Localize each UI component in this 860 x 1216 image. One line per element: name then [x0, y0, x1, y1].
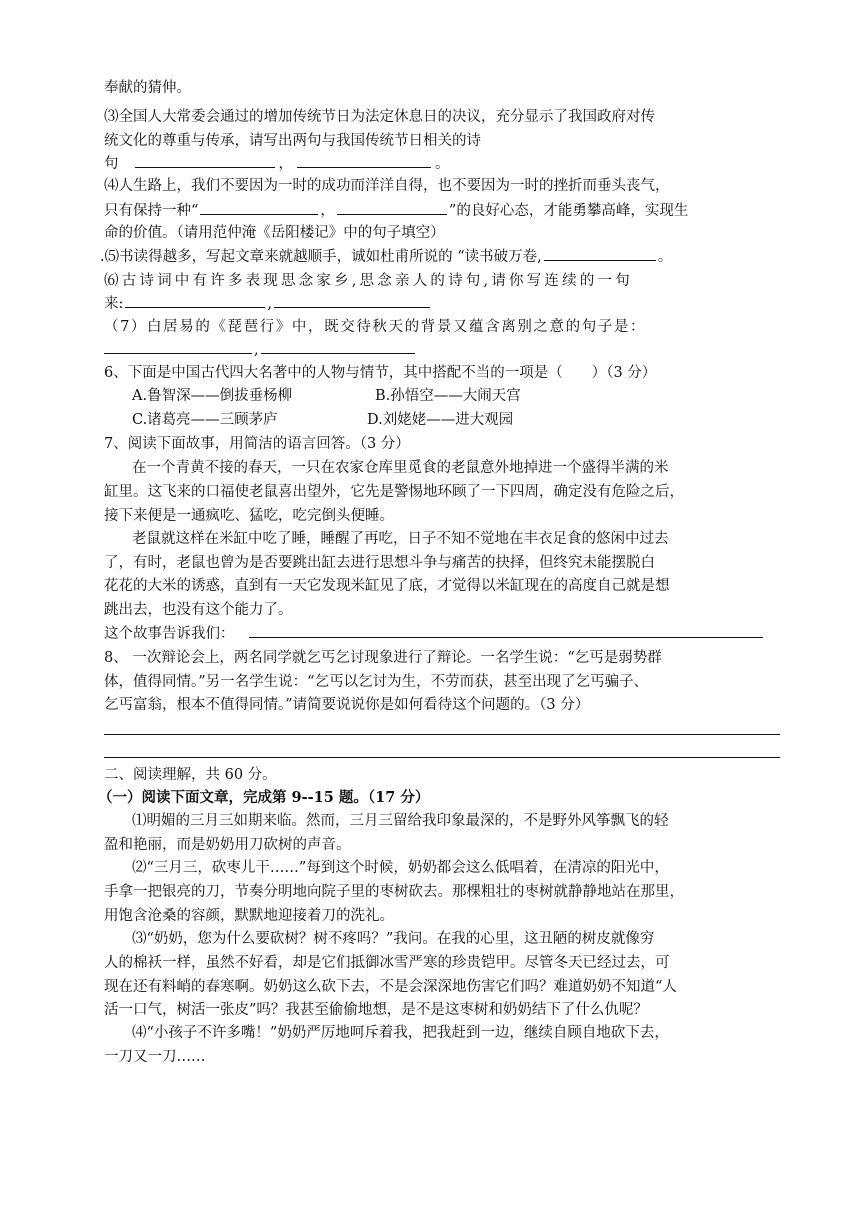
reading-paragraph: 现在还有料峭的春寒啊。奶奶这么砍下去，不是会深深地伤害它们吗？难道奶奶不知道“人 — [104, 979, 677, 995]
answer-line — [104, 622, 780, 645]
text: 。 — [435, 156, 450, 172]
question-7-line: （7）白居易的《琵琶行》中，既交待秋天的背景又蕴含离别之意的句子是： — [104, 319, 647, 335]
option-b[interactable]: B.孙悟空——大闹天宫 — [375, 388, 521, 404]
reading-paragraph: 手拿一把银亮的刀，节奏分明地向院子里的枣树砍去。那棵粗壮的枣树就静静地站在那里， — [104, 884, 684, 900]
question-5-line — [100, 245, 776, 268]
answer-blank[interactable] — [274, 292, 430, 308]
answer-blank[interactable] — [135, 152, 275, 168]
reading-paragraph: ⑴明媚的三月三如期来临。然而，三月三留给我印象最深的，不是野外风筝飘飞的轻 — [132, 813, 669, 829]
answer-blank[interactable] — [104, 338, 252, 354]
question-6-line — [104, 292, 780, 315]
option-c[interactable]: C.诸葛亮——三顾茅庐 — [132, 412, 278, 428]
text: 来: — [104, 296, 124, 312]
story-paragraph: 花花的大米的诱惑，直到有一天它发现米缸见了底，才觉得以米缸现在的高度自己就是想 — [104, 578, 670, 594]
story-paragraph: 缸里。这飞来的口福使老鼠喜出望外，它先是警惕地环顾了一下四周，确定没有危险之后， — [104, 484, 684, 500]
answer-blank[interactable] — [261, 338, 415, 354]
answer-rule[interactable] — [104, 734, 780, 735]
story-paragraph: 在一个青黄不接的春天，一只在农家仓库里觅食的老鼠意外地掉进一个盛得半满的米 — [132, 460, 669, 476]
story-paragraph: 跳出去，也没有这个能力了。 — [104, 602, 293, 618]
text: 。 — [657, 249, 673, 265]
section-2-title: 二、阅读理解，共 60 分。 — [104, 767, 277, 783]
story-paragraph: 了，有时，老鼠也曾为是否要跳出缸去进行思想斗争与痛苦的抉择，但终究未能摆脱白 — [104, 555, 655, 571]
text-line: 奉献的猜伸。 — [104, 80, 191, 96]
text: , — [267, 296, 272, 312]
reading-paragraph: 一刀又一刀…… — [104, 1049, 206, 1065]
question-7-line — [104, 338, 780, 361]
reading-paragraph: ⑵“三月三，砍枣儿干……”每到这个时候，奶奶都会这么低唱着，在清凉的阳光中， — [132, 860, 669, 876]
answer-blank[interactable] — [125, 292, 265, 308]
reading-paragraph: 人的棉袄一样，虽然不好看，却是它们抵御冰雪严寒的珍贵铠甲。尽管冬天已经过去，可 — [104, 955, 670, 971]
text: ”的良好心态，才能勇攀高峰，实现生 — [448, 203, 689, 219]
reading-paragraph: ⑶“奶奶，您为什么要砍树？树不疼吗？”我问。在我的心里，这丑陋的树皮就像穷 — [132, 931, 655, 947]
option-d[interactable]: D.刘姥姥——进大观园 — [367, 412, 514, 428]
story-paragraph: 接下来便是一通疯吃、猛吃，吃完倒头便睡。 — [104, 508, 394, 524]
question-6-title: 6、下面是中国古代四大名著中的人物与情节，其中搭配不当的一项是（ ）（3 分） — [104, 365, 657, 381]
question-3-line — [104, 152, 780, 175]
option-a[interactable]: A.鲁智深——倒拔垂杨柳 — [132, 388, 293, 404]
text: 这个故事告诉我们： — [104, 626, 235, 642]
question-3-text: 统文化的尊重与传承，请写出两句与我国传统节日相关的诗 — [104, 133, 481, 149]
answer-blank[interactable] — [249, 622, 763, 638]
reading-paragraph: 活一口气，树活一张皮”吗？我甚至偷偷地想，是不是这枣树和奶奶结下了什么仇呢？ — [104, 1002, 648, 1018]
question-6-line — [104, 270, 780, 292]
question-8-line: 体，值得同情。”另一名学生说：“乞丐以乞讨为生，不劳而获，甚至出现了乞丐骗子、 — [104, 674, 649, 690]
answer-blank[interactable] — [200, 199, 318, 215]
answer-blank[interactable] — [544, 245, 656, 261]
text: 只有保持一种“ — [104, 203, 199, 219]
question-8-line: 8、 一次辩论会上，两名同学就乞丐乞讨现象进行了辩论。一名学生说：“乞丐是弱势群 — [104, 650, 662, 666]
question-8-line: 乞丐富翁，根本不值得同情。”请简要说说你是如何看待这个问题的。（3 分） — [104, 697, 590, 713]
text: .⑸书读得越多，写起文章来就越顺手，诚如杜甫所说的 “读书破万卷, — [100, 249, 542, 265]
question-4-line: 命的价值。（请用范仲淹《岳阳楼记》中的句子填空） — [104, 225, 445, 241]
answer-rule[interactable] — [104, 757, 780, 758]
answer-blank[interactable] — [297, 152, 431, 168]
text: ⑹古诗词中有许多表现思念家乡,思念亲人的诗句,请你写连续的一句 — [104, 273, 633, 289]
question-3-line — [104, 130, 780, 152]
text: , — [254, 342, 259, 358]
question-7-title: 7、阅读下面故事，用简洁的语言回答。（3 分） — [104, 436, 410, 452]
text: ， — [320, 203, 335, 219]
text: 句 — [104, 156, 119, 172]
story-paragraph: 老鼠就这样在米缸中吃了睡，睡醒了再吃，日子不知不觉地在丰衣足食的悠闲中过去 — [132, 531, 669, 547]
question-3-line: ⑶全国人大常委会通过的增加传统节日为法定休息日的决议，充分显示了我国政府对传 — [104, 109, 655, 125]
reading-paragraph: 用饱含沧桑的容颜，默默地迎接着刀的洗礼。 — [104, 908, 394, 924]
question-4-line — [104, 199, 780, 222]
reading-paragraph: 盈和艳丽，而是奶奶用刀砍树的声音。 — [104, 837, 351, 853]
subsection-title: （一）阅读下面文章，完成第 9--15 题。（17 分） — [98, 789, 430, 806]
text: ， — [278, 156, 293, 172]
question-4-line: ⑷人生路上，我们不要因为一时的成功而洋洋自得，也不要因为一时的挫折而垂头丧气， — [104, 178, 670, 194]
reading-paragraph: ⑷“小孩子不许多嘴！”奶奶严厉地呵斥着我，把我赶到一边，继续自顾自地砍下去， — [132, 1025, 669, 1041]
answer-blank[interactable] — [337, 199, 447, 215]
